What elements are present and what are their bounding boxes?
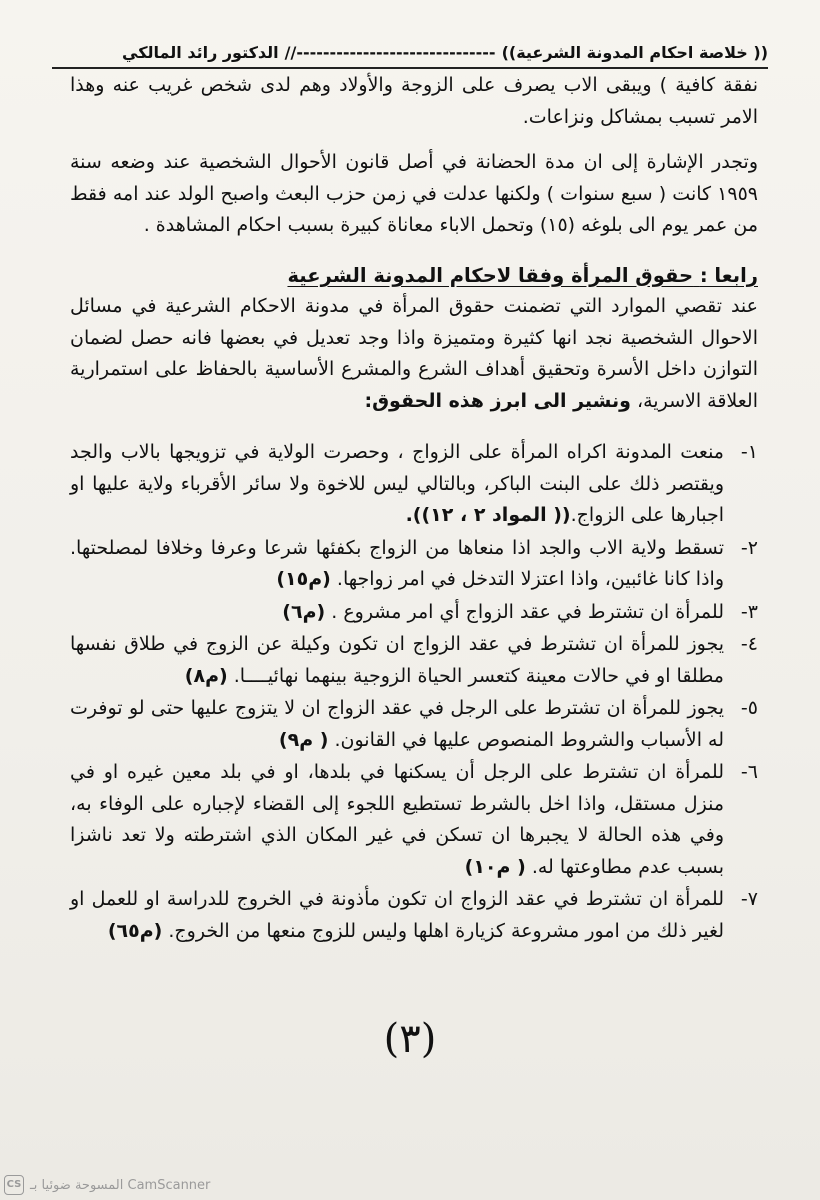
section-heading-prefix: رابعا : bbox=[699, 263, 758, 287]
paragraph-3 bbox=[70, 291, 758, 417]
list-item-number: ٤- bbox=[740, 633, 758, 655]
list-item-ref: (م٦٥) bbox=[107, 919, 163, 942]
page-body bbox=[70, 70, 758, 948]
list-item-text: للمرأة ان تشترط في عقد الزواج ان تكون مأذونة في الخروج للدراسة او للعمل او لغير ذلك من امور مشروعة كزيارة اهلها وليس للزوج منعها من الخروج. bbox=[70, 888, 724, 942]
list-item bbox=[70, 629, 758, 692]
list-item-ref: (م٦) bbox=[282, 600, 326, 623]
paragraph-3-bold: ونشير الى ابرز هذه الحقوق: bbox=[364, 389, 631, 412]
list-item-number: ١- bbox=[740, 441, 758, 463]
list-item bbox=[70, 757, 758, 883]
header-dashes: ------------------------------// bbox=[284, 42, 496, 62]
camscanner-icon: CS bbox=[4, 1175, 24, 1195]
list-item bbox=[70, 533, 758, 596]
page-number: (٣) bbox=[383, 1016, 437, 1062]
section-heading-text: حقوق المرأة وفقا لاحكام المدونة الشرعية bbox=[287, 263, 694, 287]
list-item-ref: (م٨) bbox=[184, 664, 228, 687]
list-item-ref: (( المواد ٢ ، ١٢)). bbox=[405, 504, 571, 526]
paragraph-1: نفقة كافية ) ويبقى الاب يصرف على الزوجة والأولاد وهم لدى شخص غريب عنه وهذا الامر تسبب بمشاكل ونزاعات. bbox=[70, 74, 758, 128]
list-item-text: يجوز للمرأة ان تشترط على الرجل في عقد الزواج ان لا يتزوج عليها حتى لو توفرت له الأسباب والشروط المنصوص عليها في القانون. bbox=[70, 697, 724, 751]
paragraph-3-text: عند تقصي الموارد التي تضمنت حقوق المرأة في مدونة الاحكام الشرعية في مسائل الاحوال الشخصية نجد انها كثيرة ومتميزة واذا وجد تعديل في بعضها فانه حصل لضمان التوازن داخل الأسرة وتحقيق أهداف الشرع والمشرع الأساسية بالحفاظ على استمرارية العلاقة الاسرية، bbox=[70, 295, 758, 412]
page-header bbox=[48, 38, 768, 66]
list-item-number: ٦- bbox=[740, 761, 758, 783]
paragraph-2: وتجدر الإشارة إلى ان مدة الحضانة في أصل قانون الأحوال الشخصية عند وضعه سنة ١٩٥٩ كانت ( سبع سنوات ) ولكنها عدلت في زمن حزب البعث واصبح الولد عند امه فقط من عمر يوم الى بلوغه (١٥) وتحمل الاباء معاناة كبيرة بسبب احكام المشاهدة . bbox=[70, 151, 758, 236]
list-item-ref: (م١٥) bbox=[276, 568, 331, 590]
list-item-number: ٥- bbox=[740, 697, 758, 719]
scanner-watermark bbox=[4, 1174, 210, 1196]
list-item bbox=[70, 884, 758, 947]
header-title: (( خلاصة احكام المدونة الشرعية)) bbox=[501, 42, 768, 62]
list-item bbox=[70, 597, 758, 629]
list-item-text: يجوز للمرأة ان تشترط في عقد الزواج ان تكون وكيلة عن الزوج في طلاق نفسها مطلقا او في حالات معينة كتعسر الحياة الزوجية بينهما نهائيــــا. bbox=[70, 633, 724, 687]
rights-list bbox=[70, 437, 758, 947]
section-heading bbox=[70, 260, 758, 292]
header-author: الدكتور رائد المالكي bbox=[122, 42, 279, 62]
list-item bbox=[70, 693, 758, 756]
list-item-ref: ( م١٠) bbox=[464, 855, 526, 878]
list-item-text: للمرأة ان تشترط في عقد الزواج أي امر مشروع . bbox=[331, 600, 724, 623]
list-item-text: تسقط ولاية الاب والجد اذا منعاها من الزواج بكفئها شرعا وعرفا وخلافا لمصلحتها. واذا كانا غائبين، واذا اعتزلا التدخل في امر زواجها. bbox=[70, 536, 724, 590]
list-item-number: ٧- bbox=[740, 888, 758, 910]
list-item-number: ٢- bbox=[740, 536, 758, 559]
header-divider bbox=[52, 67, 768, 69]
list-item-ref: ( م٩) bbox=[278, 728, 329, 751]
list-item bbox=[70, 437, 758, 532]
list-item-number: ٣- bbox=[740, 600, 758, 623]
watermark-text: المسوحة ضوئيا بـ CamScanner bbox=[30, 1177, 211, 1193]
list-item-text: للمرأة ان تشترط على الرجل أن يسكنها في بلدها، او في بلد معين غيره او في منزل مستقل، واذا اخل بالشرط تستطيع اللجوء إلى القضاء لإجباره على الوفاء به، وفي هذه الحالة لا يجبرها ان تسكن في غير المكان الذي اشترطته ولا تعد ناشزا بسبب عدم مطاوعتها له. bbox=[70, 761, 724, 878]
list-item-text: منعت المدونة اكراه المرأة على الزواج ، وحصرت الولاية في تزويجها بالاب والجد ويقتصر ذلك على البنت الباكر، وبالتالي ليس للاخوة ولا سائر الأقرباء ولاية عليها او اجبارها على الزواج. bbox=[70, 441, 724, 526]
